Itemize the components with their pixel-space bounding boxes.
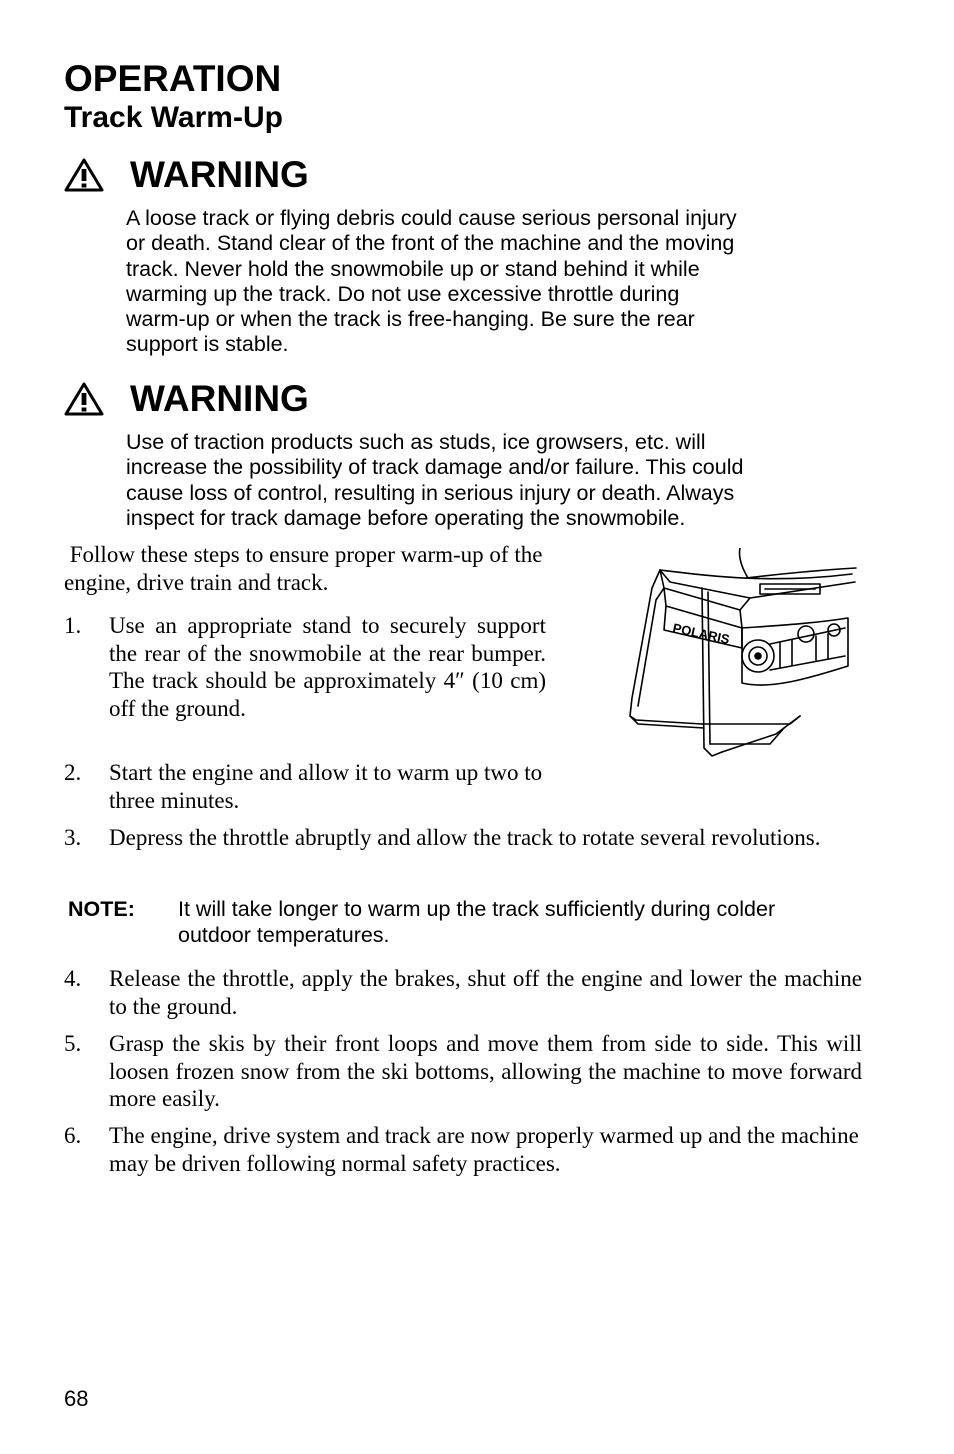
warning-title: WARNING [130,378,309,419]
warning-line: track. Never hold the snowmobile up or stand behind it while [126,256,700,281]
warning-line: Use of traction products such as studs, ice growsers, etc. will [126,430,706,454]
snowmobile-stand-illustration [620,548,868,766]
step-text: Release the throttle, apply the brakes, shut off the engine and lower the machine to the ground. [109,966,862,1019]
step-number: 6. [64,1123,82,1148]
warning-line: A loose track or flying debris could cause serious personal injury [126,206,737,230]
step-number: 1. [64,613,82,638]
step-text: Use an appropriate stand to securely support the rear of the snowmobile at the rear bumper. The track should be approximately 4″ (10 cm) off the ground. [109,613,546,721]
warning-triangle-icon [64,382,104,416]
warning-heading-2 [64,378,309,420]
warning-heading-1 [64,154,309,196]
step-text: Start the engine and allow it to warm up two to three minutes. [109,760,543,813]
warning-triangle-icon [64,158,104,192]
step-number: 5. [64,1031,82,1056]
warning-line: cause loss of control, resulting in serious injury or death. Always [126,480,735,505]
note-label: NOTE: [68,897,135,921]
intro-paragraph: Follow these steps to ensure proper warm-up of the engine, drive train and track. [64,542,549,595]
step-text: Depress the throttle abruptly and allow the track to rotate several revolutions. [109,825,821,850]
step-number: 4. [64,966,82,991]
warning-line: warm-up or when the track is free-hanging. Be sure the rear [126,307,695,332]
note-text: It will take longer to warm up the track sufficiently during colder outdoor temperatures. [178,897,776,947]
step-number: 3. [64,825,82,850]
warning-body-2 [126,430,871,531]
warning-line: warming up the track. Do not use excessive throttle during [126,281,680,306]
page-number: 68 [64,1386,89,1411]
warning-line: or death. Stand clear of the front of the machine and the moving [126,231,735,256]
step-text: Grasp the skis by their front loops and move them from side to side. This will loosen frozen snow from the ski bottoms, allowing the machine to move forward more easily. [109,1031,862,1112]
warning-title: WARNING [130,154,309,195]
step-number: 2. [64,760,82,785]
brand-logo-text: POLARIS [671,620,732,647]
warning-line: support is stable. [126,332,289,357]
page-subtitle: Track Warm-Up [64,101,283,134]
warning-body-1 [126,206,871,358]
step-text: The engine, drive system and track are now properly warmed up and the machine may be driven following normal safety practices. [109,1123,859,1176]
section-title: OPERATION [64,58,282,99]
warning-line: inspect for track damage before operating the snowmobile. [126,505,686,530]
warning-line: increase the possibility of track damage and/or failure. This could [126,455,744,480]
